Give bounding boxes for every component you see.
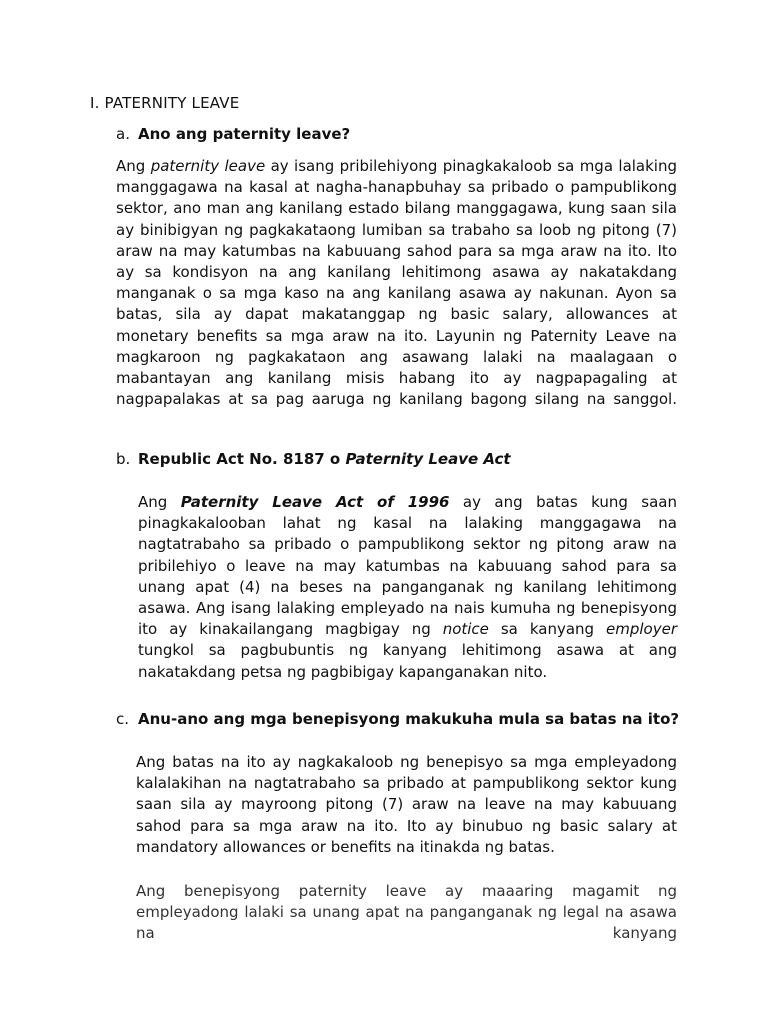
subsection-b-heading bbox=[116, 450, 511, 468]
paragraph-b-text-4: tungkol sa pagbubuntis ng kanyang lehitimong asawa at ang nakatakdang petsa ng pagbibigay kapanganakan nito. bbox=[138, 641, 677, 681]
paragraph-b bbox=[138, 492, 677, 683]
subsection-c-title: Anu-ano ang mga benepisyong makukuha mula sa batas na ito? bbox=[138, 710, 680, 728]
paragraph-b-act-name: Paternity Leave Act of 1996 bbox=[180, 493, 450, 511]
subsection-a-marker: a. bbox=[116, 125, 130, 143]
paragraph-a-text-1: Ang bbox=[116, 157, 151, 175]
paragraph-b-text-3: sa kanyang bbox=[488, 620, 607, 639]
paragraph-b-text-2: ay ang batas kung saan pinagkakalooban lahat ng kasal na lalaking manggagawa na nagtatrabaho sa pribado o pampublikong sektor ng pitong araw na pribilehiyo o leave na may katumbas na kabuuang sahod para sa unang apat (4) na beses na panganganak ng kanilang lehitimong asawa. Ang isang lalaking empleyado na nais kumuha ng benepisyong ito ay kinakailangang magbigay ng bbox=[138, 493, 677, 639]
subsection-a-heading bbox=[116, 125, 350, 143]
subsection-b-marker: b. bbox=[116, 450, 131, 468]
subsection-a-title: Ano ang paternity leave? bbox=[138, 125, 351, 143]
paragraph-b-notice: notice bbox=[442, 620, 489, 639]
subsection-b-title-italic: Paternity Leave Act bbox=[345, 450, 511, 468]
paragraph-a-emphasis: paternity leave bbox=[150, 157, 266, 175]
subsection-c-heading bbox=[116, 710, 679, 728]
paragraph-a bbox=[116, 156, 677, 410]
section-heading: I. PATERNITY LEAVE bbox=[90, 94, 240, 112]
paragraph-b-text-1: Ang bbox=[138, 493, 181, 511]
paragraph-c2: Ang benepisyong paternity leave ay maaaring magamit ng empleyadong lalaki sa unang apat na panganganak ng legal na asawa na kanyang bbox=[136, 882, 677, 943]
paragraph-b-employer: employer bbox=[606, 620, 678, 639]
paragraph-a-text-2: ay isang pribilehiyong pinagkakaloob sa mga lalaking manggagawa na kasal at nagha-hanapbuhay sa pribado o pampublikong sektor, ano man ang kanilang estado bilang manggagawa, kung saan sila ay binibigyan ng pagkakataong lumiban sa trabaho sa loob ng pitong (7) araw na may katumbas na kabuuang sahod para sa mga araw na ito. Ito ay sa kondisyon na ang kanilang lehitimong asawa ay nakatakdang manganak o sa mga kaso na ang kanilang asawa ay nakunan. Ayon sa batas, sila ay dapat makatanggap ng basic salary, allowances at monetary benefits sa mga araw na ito. Layunin ng Paternity Leave na magkaroon ng pagkakataon ang asawang lalaki na maalagaan o mabantayan ang kanilang misis habang ito ay nagpapagaling at nagpapalakas at sa pag aaruga ng kanilang bagong silang na sanggol. bbox=[116, 157, 678, 409]
subsection-b-title bbox=[138, 450, 511, 468]
subsection-c-marker: c. bbox=[116, 710, 130, 728]
subsection-b-title-plain: Republic Act No. 8187 o bbox=[138, 450, 346, 468]
paragraph-c1: Ang batas na ito ay nagkakaloob ng benepisyo sa mga empleyadong kalalakihan na nagtatrabaho sa pribado at pampublikong sektor kung saan sila ay mayroong pitong (7) araw na leave na may kabuuang sahod para sa mga araw na ito. Ito ay binubuo ng basic salary at mandatory allowances or benefits na itinakda ng batas. bbox=[136, 753, 677, 856]
